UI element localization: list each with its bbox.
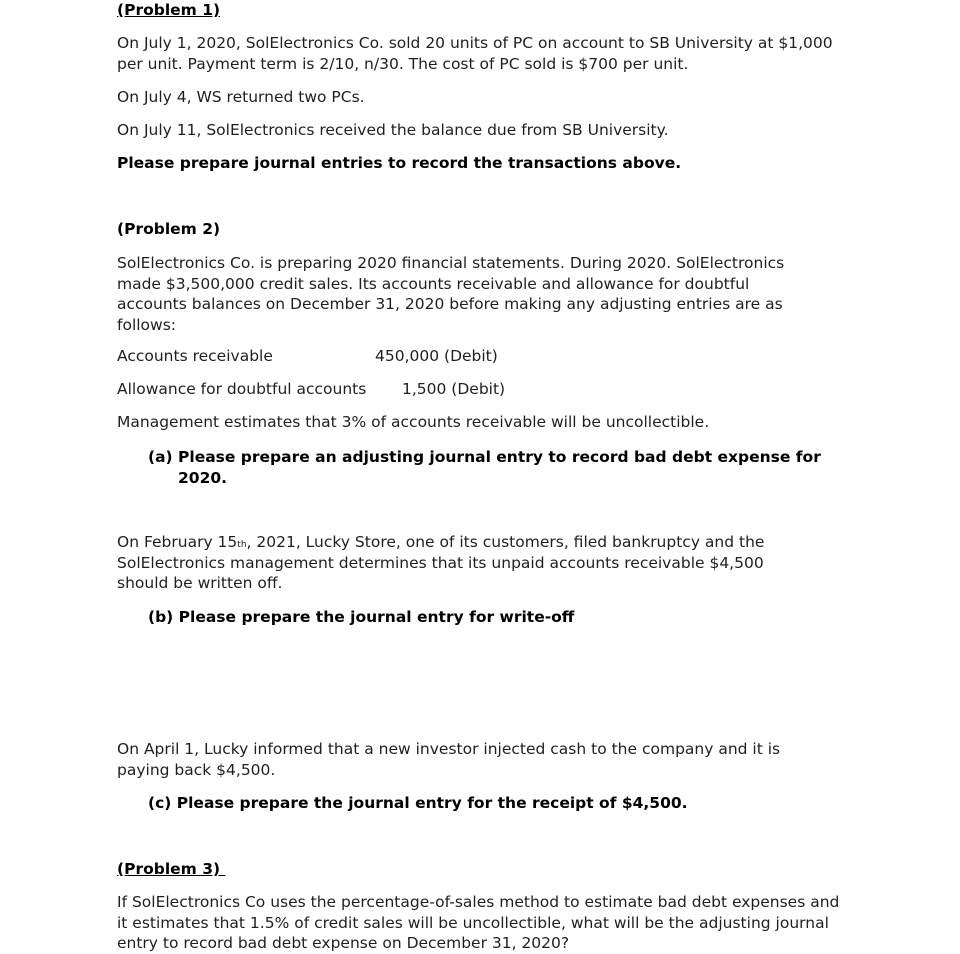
bankruptcy-text: , 2021, Lucky Store, one of its customers, filed bankruptcy and the SolElectronics management determines that its unpaid accounts receivable $4,500 should be written off. xyxy=(117,533,765,592)
problem-1-payment-paragraph: On July 11, SolElectronics received the balance due from SB University. xyxy=(117,121,669,139)
problem-2-heading: (Problem 2) xyxy=(117,220,221,238)
problem-1-return-paragraph: On July 4, WS returned two PCs. xyxy=(117,88,365,106)
allowance-label: Allowance for doubtful accounts xyxy=(117,380,367,398)
accounts-receivable-value: 450,000 (Debit) xyxy=(375,347,498,365)
problem-3-question: If SolElectronics Co uses the percentage-of-sales method to estimate bad debt expenses and it estimates that 1.5% of credit sales will be uncollectible, what will be the adjusting journal entry to record bad debt expense on December 31, 2020? xyxy=(117,893,840,952)
problem-3-heading-text: (Problem 3) xyxy=(117,860,221,878)
feb-date-text: On February 15 xyxy=(117,533,238,551)
problem-1-sale-paragraph: On July 1, 2020, SolElectronics Co. sold 20 units of PC on account to SB University at $1,000 per unit. Payment term is 2/10, n/30. The cost of PC sold is $700 per unit. xyxy=(117,34,833,73)
april-paragraph: On April 1, Lucky informed that a new investor injected cash to the company and it is paying back $4,500. xyxy=(117,740,781,779)
problem-3-heading xyxy=(117,859,847,880)
question-b: (b) Please prepare the journal entry for write-off xyxy=(148,608,575,626)
question-c: (c) Please prepare the journal entry for the receipt of $4,500. xyxy=(148,794,688,812)
problem-1-instruction: Please prepare journal entries to record the transactions above. xyxy=(117,154,682,172)
problem-1-heading: (Problem 1) xyxy=(117,1,221,19)
uncollectible-estimate: Management estimates that 3% of accounts receivable will be uncollectible. xyxy=(117,413,710,431)
allowance-row xyxy=(117,379,847,400)
allowance-value: 1,500 (Debit) xyxy=(402,380,506,398)
bankruptcy-paragraph xyxy=(117,532,807,594)
accounts-receivable-row xyxy=(117,346,847,367)
feb-date-suffix: th xyxy=(237,540,247,550)
accounts-receivable-label: Accounts receivable xyxy=(117,347,273,365)
question-a: (a) Please prepare an adjusting journal entry to record bad debt expense for 2020. xyxy=(148,448,821,487)
problem-2-intro: SolElectronics Co. is preparing 2020 financial statements. During 2020. SolElectronics made $3,500,000 credit sales. Its accounts receivable and allowance for doubtful accounts balances on December 31, 2020 before making any adjusting entries are as follows: xyxy=(117,254,785,334)
